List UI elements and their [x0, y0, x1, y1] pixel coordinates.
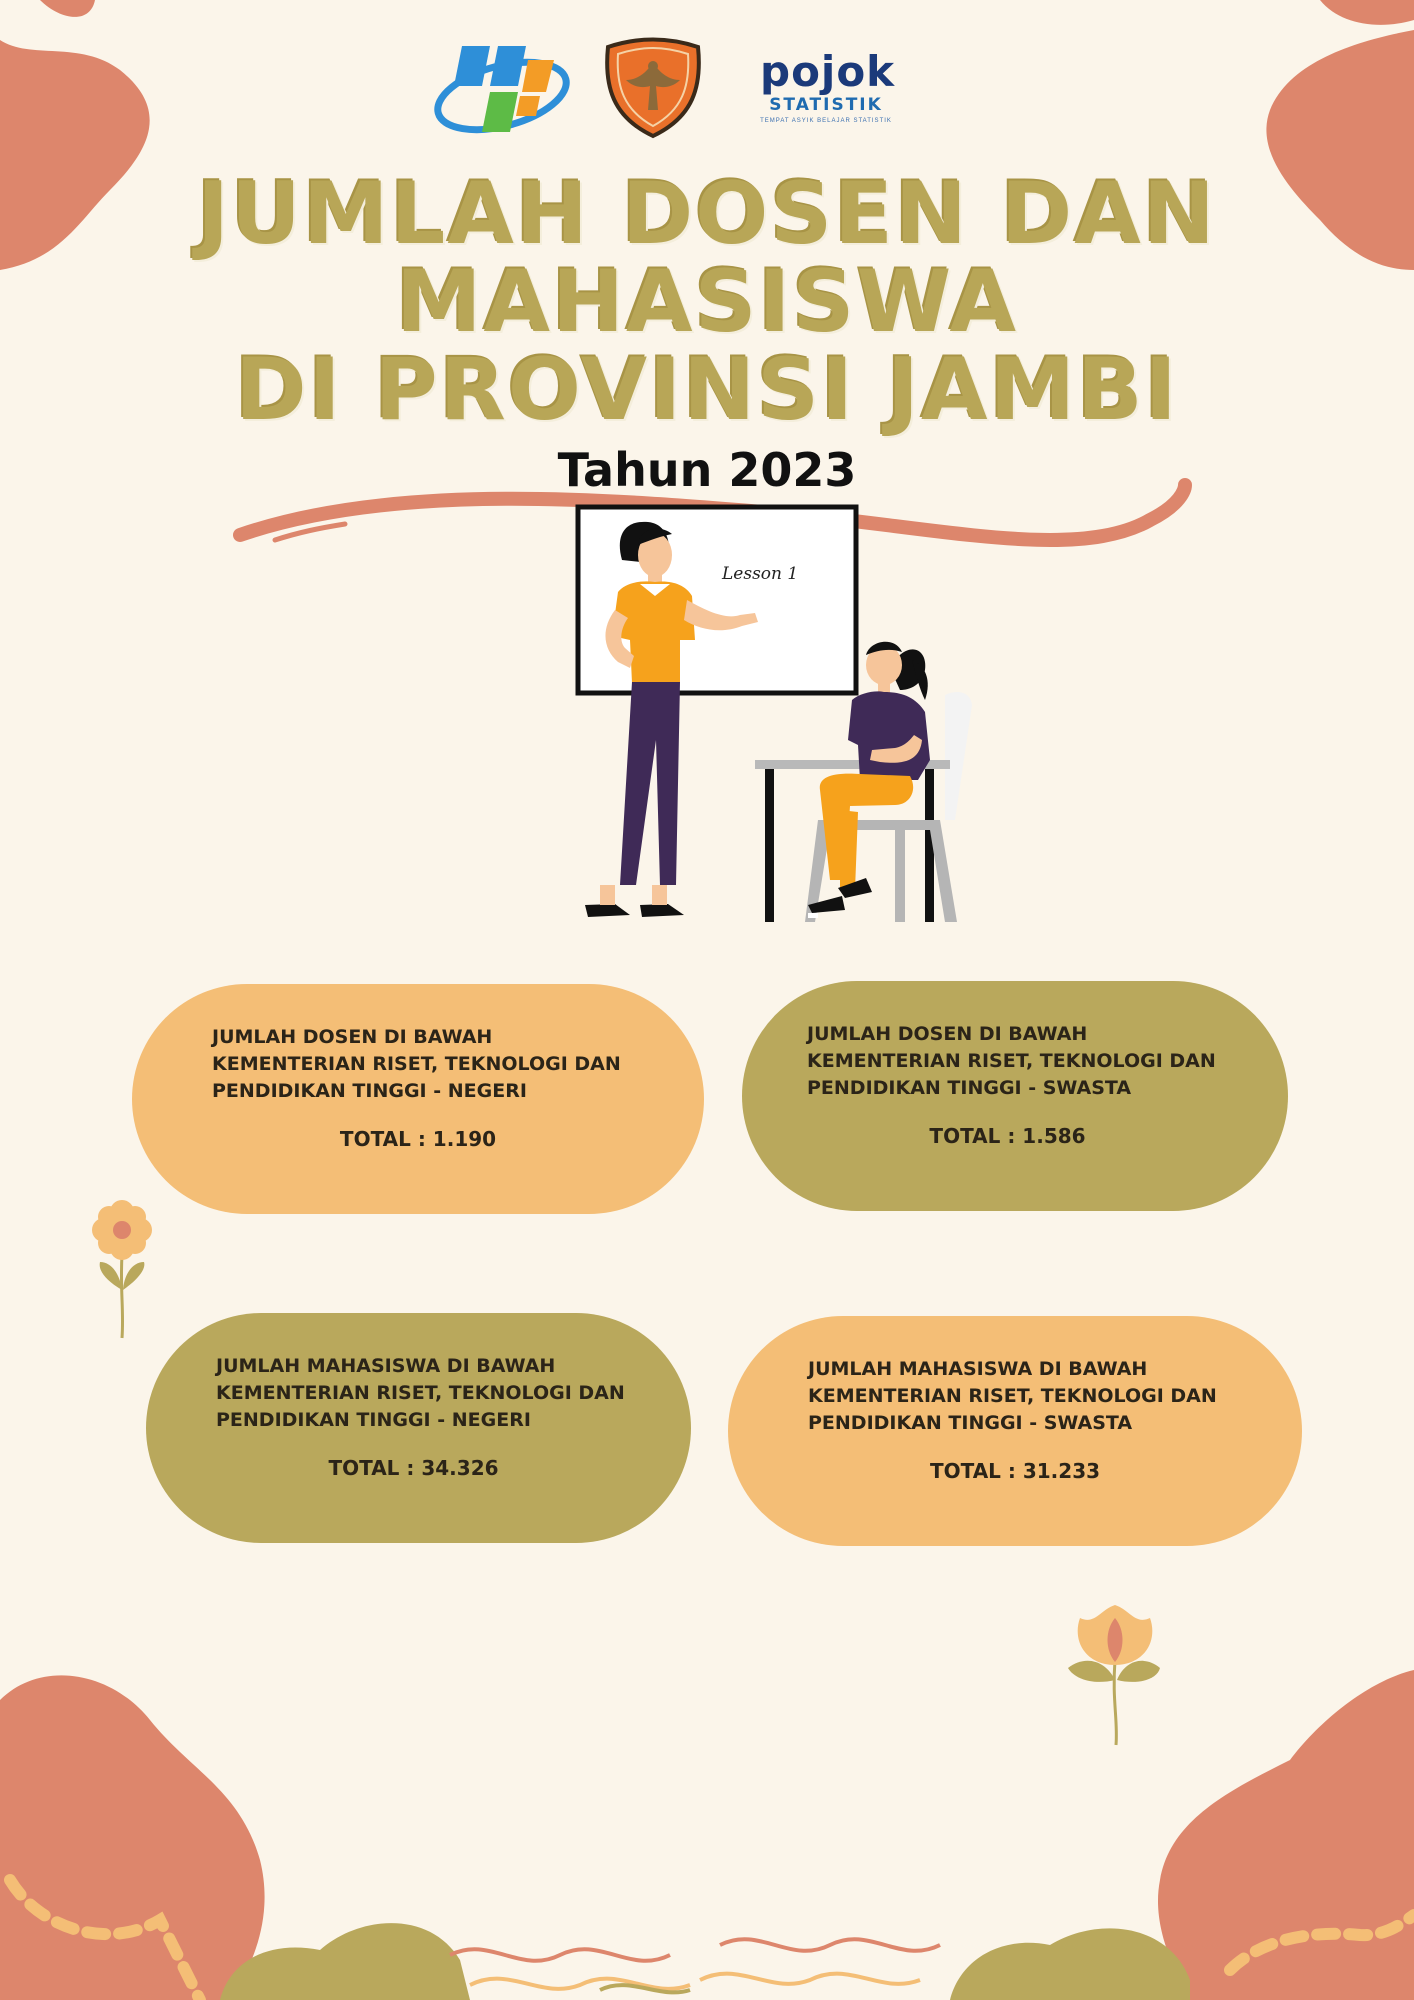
card-total: TOTAL : 31.233 [929, 1459, 1101, 1483]
card-label [216, 1353, 651, 1434]
whiteboard-text: Lesson 1 [722, 564, 799, 584]
title-line-2: MAHASISWA [395, 252, 1019, 352]
card-label-line-2: KEMENTERIAN RISET, TEKNOLOGI DAN [212, 1053, 621, 1075]
card-label-line-1: JUMLAH MAHASISWA DI BAWAH [808, 1358, 1148, 1380]
stat-card-mahasiswa-negeri [146, 1313, 691, 1543]
card-label-line-2: KEMENTERIAN RISET, TEKNOLOGI DAN [216, 1382, 625, 1404]
title-line-1: JUMLAH DOSEN DAN [197, 164, 1217, 264]
card-total: TOTAL : 34.326 [328, 1456, 499, 1480]
card-total: TOTAL : 1.190 [339, 1127, 497, 1151]
pojok-subtitle: STATISTIK [769, 95, 883, 115]
year-subtitle: Tahun 2023 [557, 443, 857, 497]
card-label-line-3: PENDIDIKAN TINGGI - NEGERI [216, 1409, 531, 1431]
card-label-line-2: KEMENTERIAN RISET, TEKNOLOGI DAN [808, 1385, 1217, 1407]
card-label-line-1: JUMLAH DOSEN DI BAWAH [212, 1026, 493, 1048]
card-label-line-3: PENDIDIKAN TINGGI - SWASTA [807, 1077, 1132, 1099]
stat-card-dosen-swasta [742, 981, 1288, 1211]
card-total: TOTAL : 1.586 [929, 1124, 1086, 1148]
card-label [808, 1356, 1262, 1437]
stat-card-mahasiswa-swasta [728, 1316, 1302, 1546]
title-line-3: DI PROVINSI JAMBI [235, 340, 1179, 440]
card-label-line-2: KEMENTERIAN RISET, TEKNOLOGI DAN [807, 1050, 1216, 1072]
card-label [212, 1024, 664, 1105]
card-label-line-3: PENDIDIKAN TINGGI - NEGERI [212, 1080, 527, 1102]
pojok-word: pojok [760, 47, 896, 96]
stat-card-dosen-negeri [132, 984, 704, 1214]
card-label-line-1: JUMLAH MAHASISWA DI BAWAH [216, 1355, 556, 1377]
card-label-line-1: JUMLAH DOSEN DI BAWAH [807, 1023, 1088, 1045]
card-label [807, 1021, 1248, 1102]
pojok-tagline: TEMPAT ASYIK BELAJAR STATISTIK [760, 118, 892, 124]
card-label-line-3: PENDIDIKAN TINGGI - SWASTA [808, 1412, 1133, 1434]
